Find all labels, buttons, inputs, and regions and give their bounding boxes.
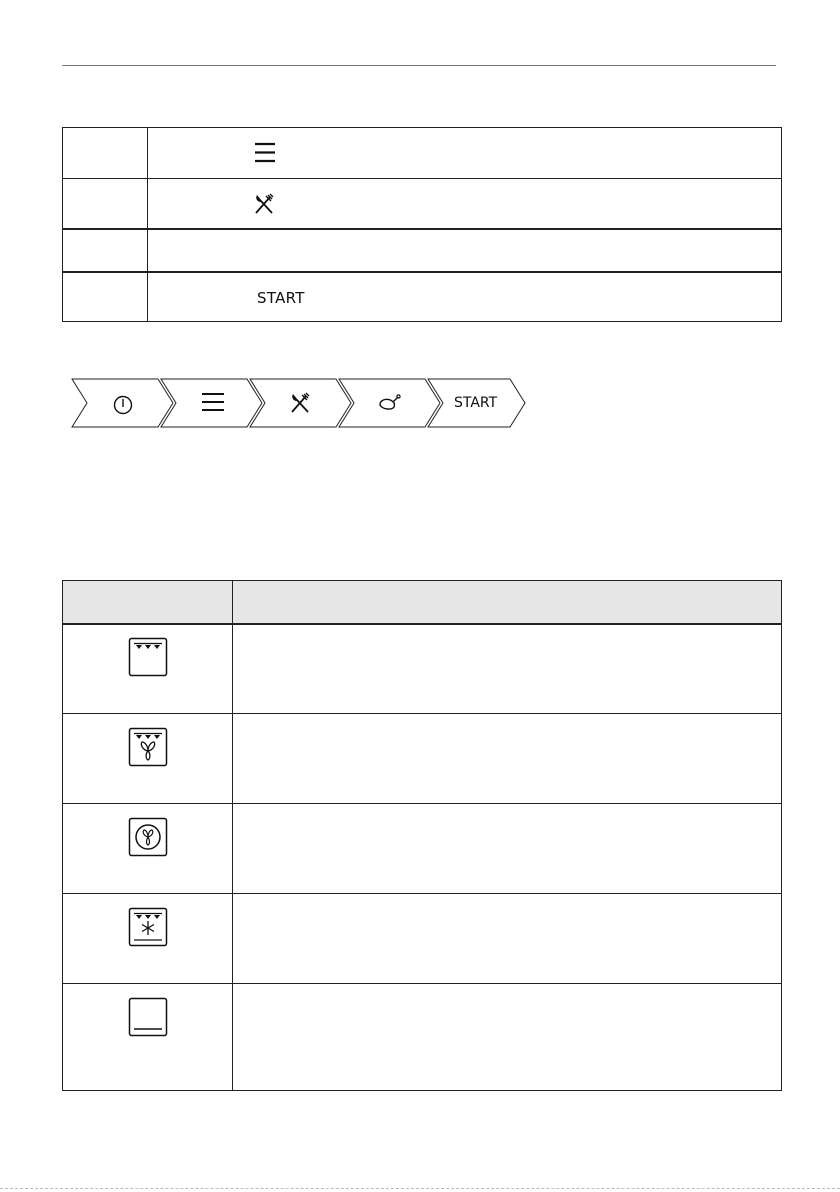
- steps-row-divider: [63, 178, 781, 179]
- defrost-icon: [128, 907, 168, 947]
- steps-column-divider: [147, 128, 148, 321]
- start-label: START: [257, 289, 305, 307]
- table-row-divider: [63, 713, 781, 714]
- table-column-divider: [232, 581, 233, 1090]
- footer-rule: [0, 1188, 840, 1189]
- functions-table: [62, 580, 782, 1091]
- fork-knife-icon: [253, 193, 275, 215]
- steps-row-divider: [63, 271, 781, 273]
- table-row-divider: [63, 893, 781, 894]
- bottom-heat-icon: [128, 997, 168, 1037]
- menu-icon: [253, 141, 277, 165]
- table-header: [63, 581, 781, 625]
- fan-circle-icon: [128, 817, 168, 857]
- header-rule: [62, 65, 776, 66]
- flow-start-label: START: [454, 395, 498, 411]
- table-row-divider: [63, 803, 781, 804]
- table-row-divider: [63, 983, 781, 984]
- flow-step-4: [339, 379, 440, 427]
- top-heat-fan-icon: [128, 727, 168, 767]
- steps-table: [62, 127, 782, 322]
- top-heat-icon: [128, 637, 168, 677]
- procedure-flow: [70, 377, 530, 429]
- steps-row-divider: [63, 228, 781, 230]
